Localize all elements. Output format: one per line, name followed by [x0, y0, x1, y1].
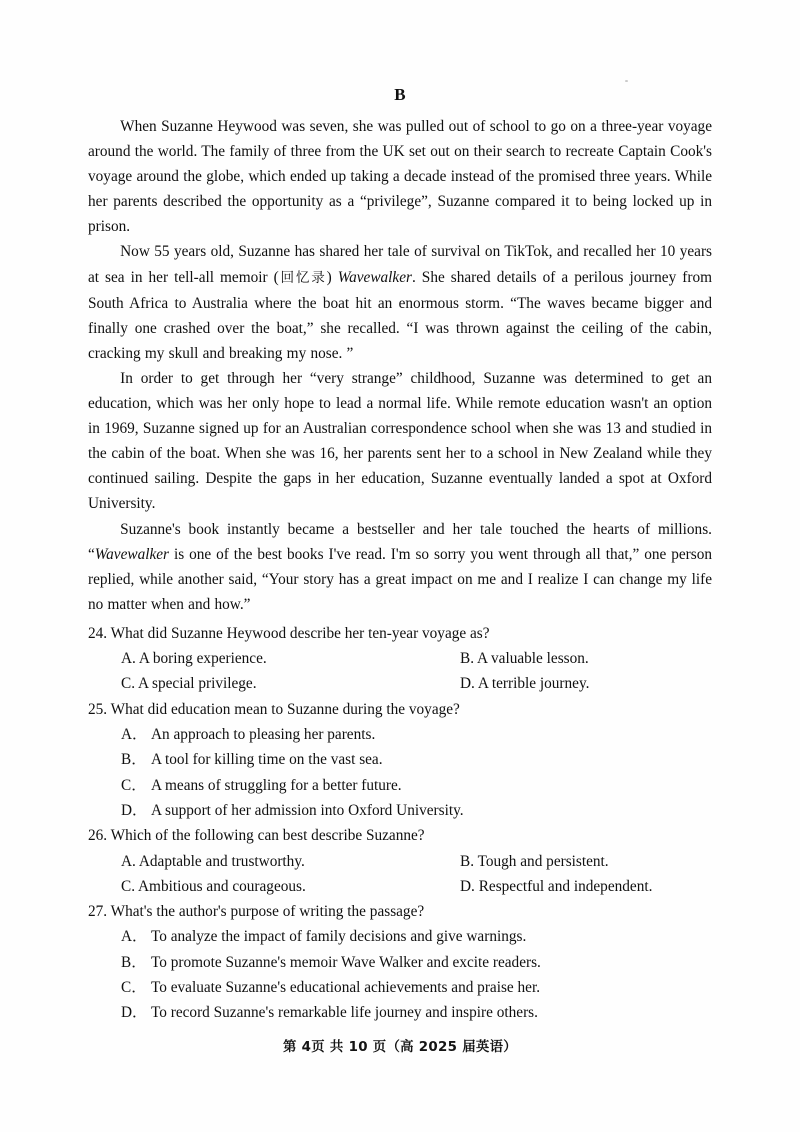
- scan-speck: [625, 80, 628, 82]
- option-27-A-marker: A．: [121, 928, 148, 946]
- option-27-C-text: To evaluate Suzanne's educational achievements and praise her.: [151, 979, 541, 997]
- book-title: Wavewalker: [337, 268, 412, 286]
- reading-passage: [88, 114, 712, 617]
- option-24-C[interactable]: C. A special privilege.: [121, 675, 257, 693]
- option-25-A-marker: A．: [121, 726, 148, 744]
- passage-paragraph-4: Suzanne's book instantly became a bestseller and her tale touched the hearts of millions. “Wavewalker is one of the best books I've read. I'm so sorry you went through all that,” one person replied, while another said, “Your story has a great impact on me and I realize I can change my life no matter when and how.”: [88, 520, 712, 613]
- question-27-stem: 27. What's the author's purpose of writing the passage?: [88, 903, 425, 921]
- question-24: [88, 621, 712, 697]
- option-24-D[interactable]: D. A terrible journey.: [460, 675, 590, 693]
- question-24-option-row-1: [88, 646, 712, 671]
- option-27-B-marker: B．: [121, 953, 147, 971]
- option-27-C[interactable]: [121, 975, 712, 1000]
- passage-paragraph-3: In order to get through her “very strange” childhood, Suzanne was determined to get an education, which was her only hope to lead a normal life. While remote education wasn't an option in 1969, Suzanne signed up for an Australian correspondence school when she was 13 and studied in the cabin of the boat. When she was 16, her parents sent her to a school in New Zealand while they continued sailing. Despite the gaps in her education, Suzanne eventually landed a spot at Oxford University.: [88, 369, 712, 513]
- option-25-B[interactable]: [121, 747, 712, 772]
- question-24-option-row-2: [88, 671, 712, 696]
- option-25-C[interactable]: [121, 773, 712, 798]
- option-27-D[interactable]: [121, 1000, 712, 1025]
- option-27-D-text: To record Suzanne's remarkable life journey and inspire others.: [151, 1004, 538, 1022]
- passage-paragraph-1: When Suzanne Heywood was seven, she was pulled out of school to go on a three-year voyage around the world. The family of three from the UK set out on their search to recreate Captain Cook's voyage around the globe, which ended up taking a decade instead of the promised three years. While her parents described the opportunity as a “privilege”, Suzanne compared it to being locked up in prison.: [88, 118, 712, 236]
- option-25-A-text: An approach to pleasing her parents.: [151, 726, 376, 744]
- question-27: [88, 899, 712, 1025]
- question-26: [88, 823, 712, 899]
- book-title: Wavewalker: [94, 545, 169, 563]
- option-25-C-text: A means of struggling for a better future.: [151, 776, 402, 794]
- option-27-B[interactable]: [121, 950, 712, 975]
- question-26-option-row-2: [88, 874, 712, 899]
- option-26-B[interactable]: B. Tough and persistent.: [460, 852, 609, 870]
- option-25-B-marker: B．: [121, 751, 147, 769]
- option-27-D-marker: D．: [121, 1004, 148, 1022]
- questions-list: [88, 621, 712, 1026]
- chinese-gloss: 回忆录: [278, 269, 327, 286]
- option-25-C-marker: C．: [121, 776, 147, 794]
- option-26-A[interactable]: A. Adaptable and trustworthy.: [121, 852, 305, 870]
- option-27-A[interactable]: [121, 924, 712, 949]
- passage-paragraph-2: Now 55 years old, Suzanne has shared her tale of survival on TikTok, and recalled her 10 years at sea in her tell-all memoir (回忆录) Wavewalker. She shared details of a perilous journey from South Africa to Australia where the boat hit an enormous storm. “The waves became bigger and finally one crashed over the boat,” she recalled. “I was thrown against the ceiling of the cabin, cracking my skull and breaking my nose. ”: [88, 243, 712, 362]
- page-footer: 第 4页 共 10 页（高 2025 届英语）: [283, 1040, 517, 1055]
- question-26-option-row-1: [88, 849, 712, 874]
- option-26-D[interactable]: D. Respectful and independent.: [460, 877, 653, 895]
- option-24-B[interactable]: B. A valuable lesson.: [460, 650, 589, 668]
- question-25-options: [88, 722, 712, 823]
- option-26-C[interactable]: C. Ambitious and courageous.: [121, 877, 306, 895]
- question-25: [88, 697, 712, 823]
- option-27-B-text: To promote Suzanne's memoir Wave Walker and excite readers.: [151, 953, 541, 971]
- option-25-D[interactable]: [121, 798, 712, 823]
- option-27-A-text: To analyze the impact of family decisions and give warnings.: [151, 928, 527, 946]
- option-27-C-marker: C．: [121, 979, 147, 997]
- option-25-B-text: A tool for killing time on the vast sea.: [151, 751, 383, 769]
- question-25-stem: 25. What did education mean to Suzanne during the voyage?: [88, 700, 460, 718]
- page-content: [88, 84, 712, 1026]
- option-25-D-marker: D．: [121, 801, 148, 819]
- section-title: B: [394, 85, 406, 104]
- option-24-A[interactable]: A. A boring experience.: [121, 650, 267, 668]
- option-25-D-text: A support of her admission into Oxford University.: [151, 801, 464, 819]
- option-25-A[interactable]: [121, 722, 712, 747]
- question-24-stem: 24. What did Suzanne Heywood describe her ten-year voyage as?: [88, 624, 490, 642]
- question-26-stem: 26. Which of the following can best describe Suzanne?: [88, 827, 425, 845]
- question-27-options: [88, 924, 712, 1025]
